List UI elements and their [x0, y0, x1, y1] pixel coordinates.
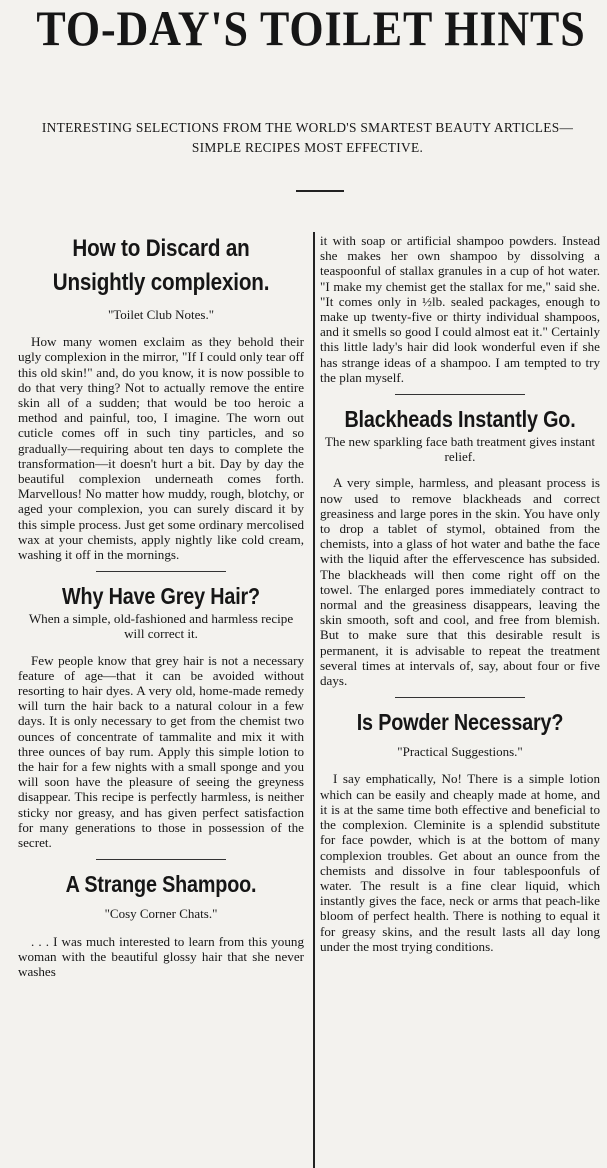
grey-hair-headline: Why Have Grey Hair? [62, 583, 260, 610]
shampoo-byline: "Cosy Corner Chats." [104, 906, 218, 922]
complexion-headline: How to Discard an Unsightly complexion. [52, 235, 270, 296]
powder-body: I say emphatically, No! There is a simple lotion which can be easily and cheaply made at home, and it is at the same time both effective and beneficial to the complexion. Cleminite is a splendid substitute for face powder, which is at the bottom of many complexion troubles. Get about an ounce from the chemists and dissolve in four tablespoonfuls of water. The result is a fine clear liquid, which instantly gives the face, neck or arms that peach-like bloom of perfect health. There is nothing to equal it for greasy skins, and the result lasts all day long under the most trying conditions. [320, 771, 600, 954]
shampoo-body-continued: it with soap or artificial shampoo powders. Instead she makes her own shampoo by dissolving a teaspoonful of stallax granules in a cup of hot water. "I make my chemist get the stallax for me," said she. "It comes only in ½lb. sealed packages, enough to make up twenty-five or thirty individual shampoos, and it smells so good I could almost eat it." Certainly this little lady's hair did look wonderful even if she has strange ideas of a shampoo. I am tempted to try the plan myself. [320, 233, 600, 385]
shampoo-body-start: . . . I was much interested to learn from this young woman with the beautiful glossy hair that she never washes [18, 933, 304, 979]
left-column [18, 232, 304, 979]
section-rule [96, 859, 226, 860]
section-rule [96, 571, 226, 572]
column-divider [313, 232, 315, 1168]
section-rule [395, 697, 525, 698]
grey-hair-body: Few people know that grey hair is not a necessary feature of age—that it can be avoided without resorting to hair dyes. A very old, home-made remedy will turn the hair back to a natural colour in a few days. It is only necessary to get from the chemist two ounces of concentrate of tammalite and mix it with three ounces of bay rum. Apply this simple lotion to the hair for a few nights with a small sponge and you will soon have the pleasure of seeing the greyness disappear. This recipe is perfectly harmless, is neither sticky nor greasy, and has given perfect satisfaction for many generations to those in possession of the secret. [18, 652, 304, 851]
grey-hair-lead: When a simple, old-fashioned and harmless recipe will correct it. [28, 611, 294, 642]
powder-byline: "Practical Suggestions." [397, 744, 523, 760]
page-subtitle: INTERESTING SELECTIONS FROM THE WORLD'S SMARTEST BEAUTY ARTICLES—SIMPLE RECIPES MOST EFFECTIVE. [41, 120, 574, 155]
powder-headline: Is Powder Necessary? [356, 709, 564, 736]
section-rule [395, 394, 525, 395]
blackheads-headline: Blackheads Instantly Go. [344, 406, 576, 433]
right-column [320, 233, 600, 954]
blackheads-lead: The new sparkling face bath treatment gives instant relief. [324, 434, 596, 465]
page-title: TO-DAY'S TOILET HINTS [36, 0, 586, 56]
complexion-byline: "Toilet Club Notes." [107, 307, 215, 322]
title-rule [296, 190, 344, 192]
blackheads-body: A very simple, harmless, and pleasant process is now used to remove blackheads and correct greasiness and large pores in the skin. You have only to drop a tablet of stymol, obtained from the chemists, into a glass of hot water and bathe the face with the liquid after the effervescence has subsided. The blackheads will then come right off on the towel. The enlarged pores immediately contract to normal and the greasiness disappears, leaving the skin smooth, soft and cool, and free from blemish. But to make sure that this desirable result is permanent, it is advisable to repeat the treatment several times at intervals of, say, about four or five days. [320, 475, 600, 689]
shampoo-headline: A Strange Shampoo. [65, 871, 257, 898]
complexion-body: How many women exclaim as they behold their ugly complexion in the mirror, "If I could only tear off this old skin!" and, do you know, it is now possible to do that very thing? Not to actually remove the entire skin all of a sudden; that would be too heroic a method and painful, too, I imagine. The worn out cuticle comes off in such tiny particles, and so gradually—requiring about ten days to complete the transformation—it doesn't hurt a bit. Day by day the beautiful complexion underneath comes forth. Marvellous! No matter how muddy, rough, blotchy, or aged your complexion, you can surely discard it by this simple process. Just get some ordinary mercolised wax at your chemists, apply nightly like cold cream, washing it off in the mornings. [18, 334, 304, 563]
